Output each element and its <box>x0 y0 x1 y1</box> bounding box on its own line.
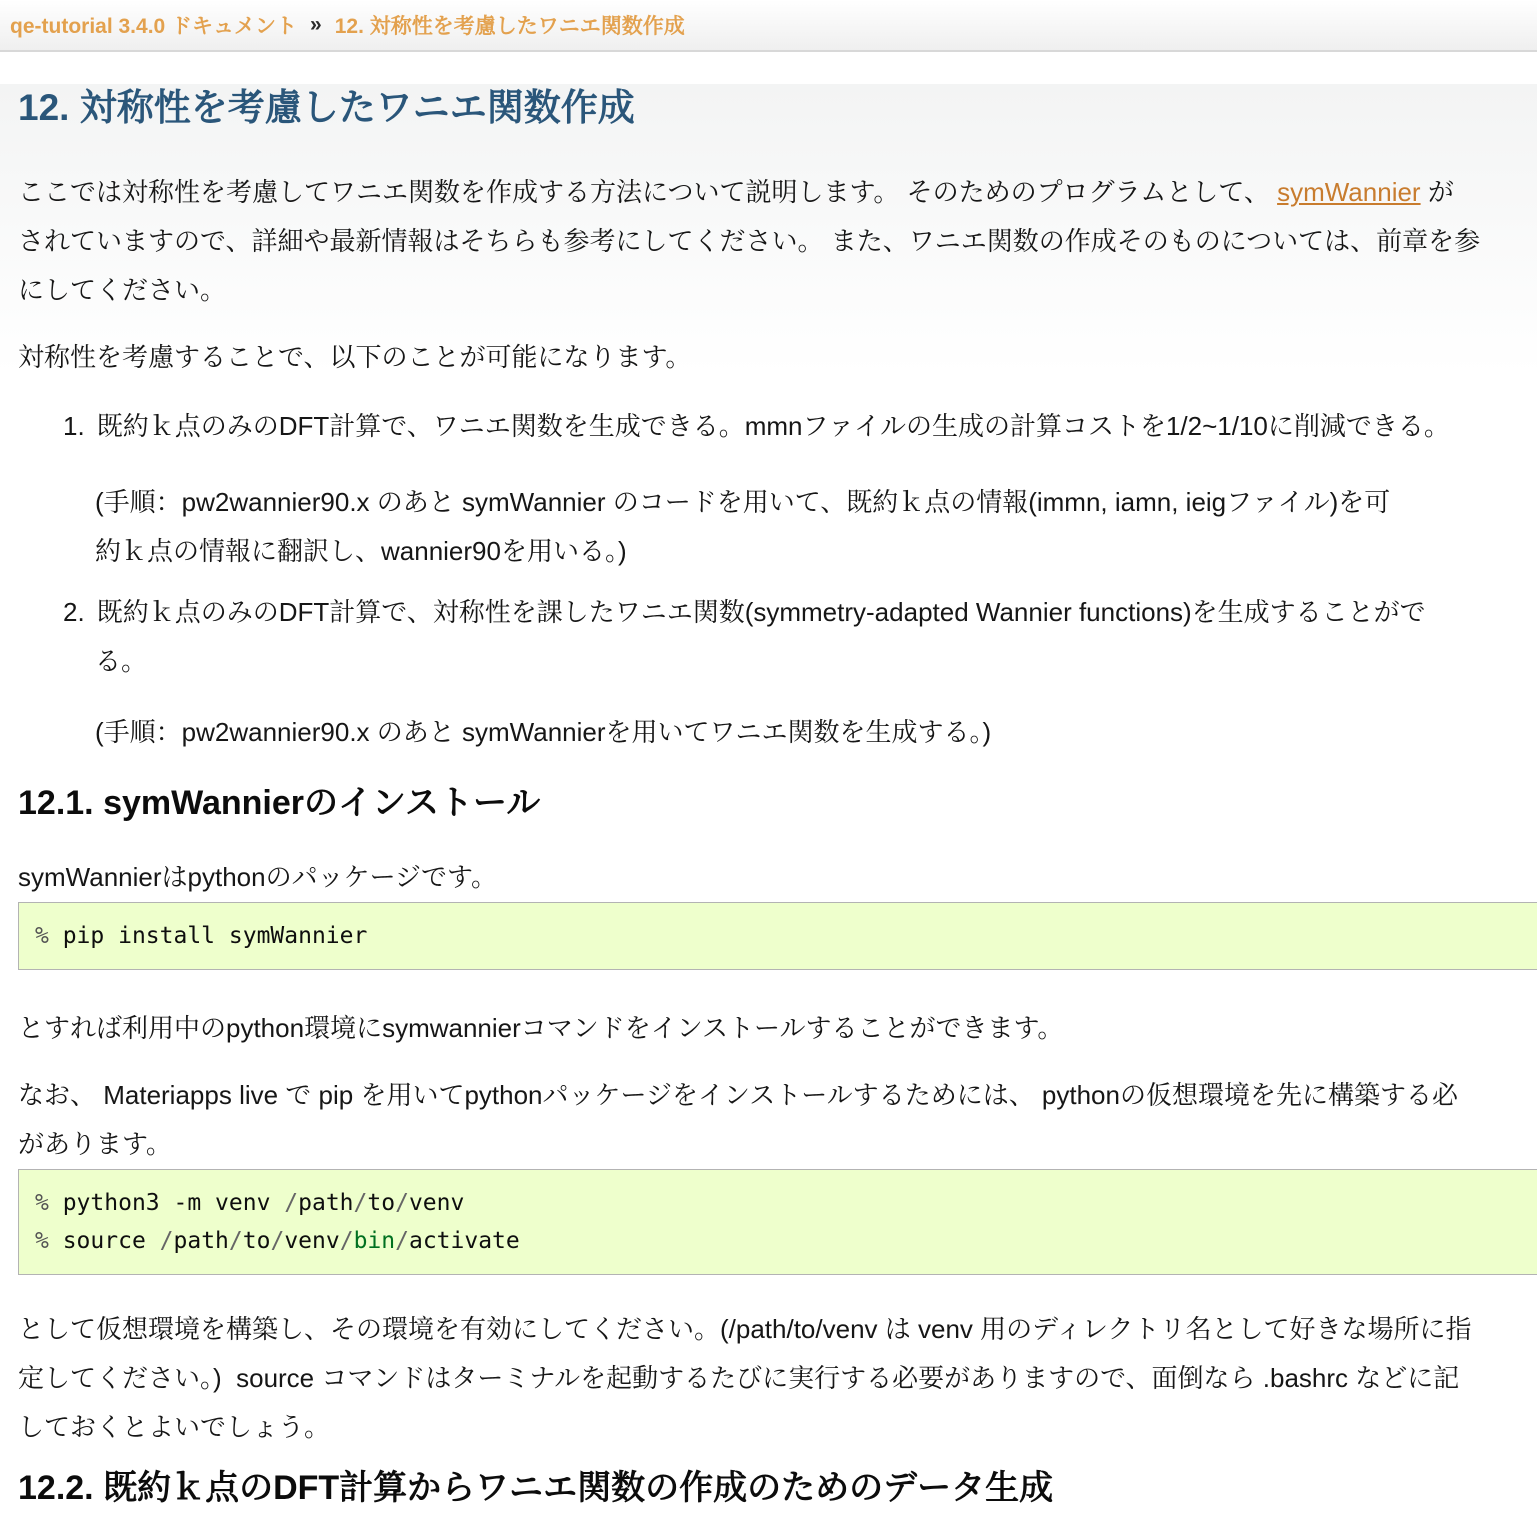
list-item-2 <box>63 588 1537 757</box>
lead-line: 対称性を考慮することで、以下のことが可能になります。 <box>18 342 692 372</box>
breadcrumb-current-link[interactable]: 12. 対称性を考慮したワニエ関数作成 <box>334 15 685 38</box>
numbered-list <box>18 402 1537 757</box>
venv-code-block: % python3 -m venv /path/to/venv % source /path/to/venv/bin/activate <box>18 1169 1537 1275</box>
list-item-1-note-line-2: 約ｋ点の情報に翻訳し、wannier90を用いる。) <box>95 536 627 566</box>
lead-paragraph <box>18 333 1537 382</box>
after-pip-paragraph <box>18 1004 1537 1053</box>
section-12-2-heading: 12.2. 既約ｋ点のDFT計算からワニエ関数の作成のためのデータ生成 <box>18 1469 1054 1507</box>
package-paragraph <box>18 853 1537 902</box>
document-body <box>0 84 1537 1510</box>
venv-usage-line-2: 定してください。) source コマンドはターミナルを起動するたびに実行する必要がありますので、面倒なら .bashrc などに記 <box>18 1363 1460 1393</box>
list-item-1-note-line-1: (手順：pw2wannier90.x のあと symWannier のコードを用いて、既約ｋ点の情報(immn, iamn, ieigファイル)を可 <box>95 487 1391 517</box>
intro-line-2: されていますので、詳細や最新情報はそちらも参考にしてください。 また、ワニエ関数の作成そのものについては、前章を参 <box>18 226 1481 256</box>
list-item-2-text: 既約ｋ点のみのDFT計算で、対称性を課したワニエ関数(symmetry-adapted Wannier functions)を生成することがで <box>96 597 1426 627</box>
venv-usage-paragraph <box>18 1305 1537 1452</box>
section-12-1-heading: 12.1. symWannierのインストール <box>18 784 541 822</box>
materiapps-line-2: があります。 <box>18 1129 172 1159</box>
intro-line-3: にしてください。 <box>18 275 227 305</box>
intro-line-1 <box>18 168 1537 217</box>
intro-line-1-text: ここでは対称性を考慮してワニエ関数を作成する方法について説明します。 そのためのプログラムとして、 <box>18 177 1278 207</box>
symwannier-link[interactable]: symWannier <box>1277 177 1421 207</box>
list-item-2-note <box>63 708 1537 757</box>
intro-line-1-tail: が <box>1420 177 1454 207</box>
materiapps-line-1: なお、 Materiapps live で pip を用いてpythonパッケージをインストールするためには、 pythonの仮想環境を先に構築する必 <box>18 1080 1458 1110</box>
materiapps-paragraph <box>18 1071 1537 1169</box>
list-item-2-text-cont: る。 <box>95 646 148 676</box>
breadcrumb-home-link[interactable]: qe-tutorial 3.4.0 ドキュメント <box>10 15 298 38</box>
breadcrumb-separator: » <box>310 13 322 36</box>
venv-usage-line-3: しておくとよいでしょう。 <box>18 1412 331 1442</box>
list-item-1-number: 1. <box>63 411 85 441</box>
venv-usage-line-1: として仮想環境を構築し、その環境を有効にしてください。(/path/to/venv は venv 用のディレクトリ名として好きな場所に指 <box>18 1314 1472 1344</box>
list-item-1-text: 既約ｋ点のみのDFT計算で、ワニエ関数を生成できる。mmnファイルの生成の計算コストを1/2~1/10に削減できる。 <box>96 411 1450 441</box>
pip-install-code-block: % pip install symWannier <box>18 902 1537 970</box>
list-item-1 <box>63 402 1537 576</box>
list-item-2-number: 2. <box>63 597 85 627</box>
breadcrumb <box>0 0 1537 52</box>
after-pip-line: とすれば利用中のpython環境にsymwannierコマンドをインストールすることができます。 <box>18 1013 1064 1043</box>
list-item-1-note <box>63 478 1537 576</box>
page-title: 12. 対称性を考慮したワニエ関数作成 <box>18 87 635 128</box>
intro-paragraph <box>18 168 1537 315</box>
package-line: symWannierはpythonのパッケージです。 <box>18 862 497 892</box>
list-item-2-note-line-1: (手順：pw2wannier90.x のあと symWannierを用いてワニエ関数を生成する。) <box>95 717 992 747</box>
